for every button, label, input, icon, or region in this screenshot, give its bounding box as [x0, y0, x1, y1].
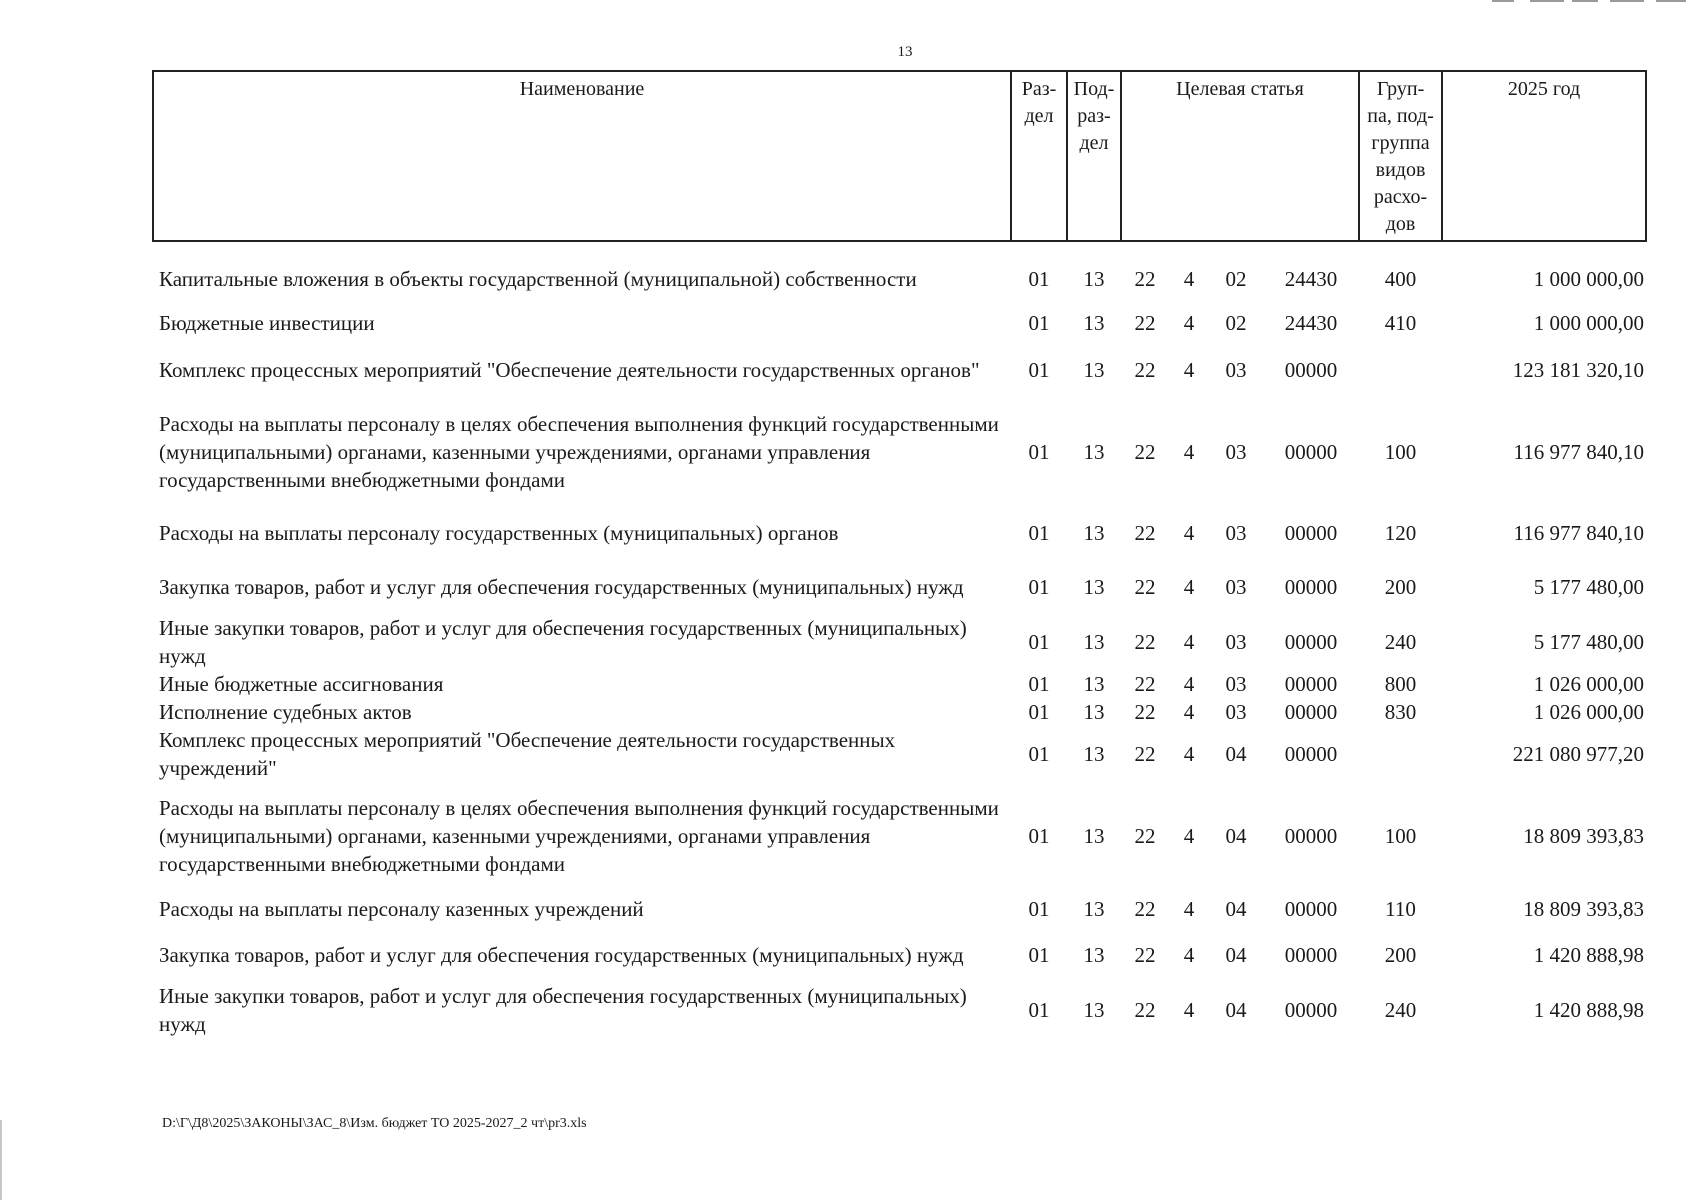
- row-target-article-program: 22: [1134, 630, 1156, 654]
- table-header-row: [153, 71, 1646, 241]
- row-target-article-type: 4: [1183, 311, 1195, 335]
- row-podrazdel: 13: [1083, 824, 1105, 848]
- row-target-article-complex: 02: [1225, 311, 1247, 335]
- row-name: Иные закупки товаров, работ и услуг для обеспечения государственных (муниципальных) нужд: [159, 984, 967, 1036]
- row-amount-2025: 221 080 977,20: [1512, 742, 1645, 766]
- scan-left-edge: [0, 1120, 2, 1200]
- row-expense-group: [1359, 342, 1442, 398]
- row-podrazdel: 13: [1083, 700, 1105, 724]
- table-row: [153, 928, 1646, 982]
- row-target-article-direction: 00000: [1284, 897, 1338, 921]
- table-row: [153, 398, 1646, 506]
- row-amount-2025: 18 809 393,83: [1523, 824, 1645, 848]
- table-row: [153, 726, 1646, 782]
- row-amount-2025: 18 809 393,83: [1523, 897, 1645, 921]
- row-amount-2025: 1 420 888,98: [1533, 943, 1645, 967]
- row-name: Расходы на выплаты персоналу государственных (муниципальных) органов: [159, 521, 839, 545]
- row-amount-2025: 1 026 000,00: [1533, 672, 1645, 696]
- row-target-article-complex: 04: [1225, 742, 1247, 766]
- row-razdel: 01: [1028, 700, 1050, 724]
- row-target-article-complex: 04: [1225, 897, 1247, 921]
- row-podrazdel: 13: [1083, 630, 1105, 654]
- budget-table: [152, 70, 1647, 1038]
- row-target-article-type: 4: [1183, 358, 1195, 382]
- row-name: Капитальные вложения в объекты государственной (муниципальной) собственности: [159, 267, 917, 291]
- row-target-article-direction: 00000: [1284, 440, 1338, 464]
- row-target-article-type: 4: [1183, 700, 1195, 724]
- table-row: [153, 614, 1646, 670]
- row-target-article-program: 22: [1134, 897, 1156, 921]
- table-row: [153, 506, 1646, 560]
- row-amount-2025: 116 977 840,10: [1513, 521, 1645, 545]
- row-razdel: 01: [1028, 742, 1050, 766]
- header-spacer: [153, 241, 1646, 254]
- table-row: [153, 698, 1646, 726]
- header-expense-group: Груп- па, под- группа видов расхо- дов: [1359, 71, 1442, 241]
- row-target-article-program: 22: [1134, 700, 1156, 724]
- row-target-article-program: 22: [1134, 943, 1156, 967]
- row-target-article-program: 22: [1134, 742, 1156, 766]
- row-podrazdel: 13: [1083, 575, 1105, 599]
- row-name: Иные закупки товаров, работ и услуг для обеспечения государственных (муниципальных) нужд: [159, 616, 967, 668]
- row-target-article-program: 22: [1134, 998, 1156, 1022]
- row-podrazdel: 13: [1083, 672, 1105, 696]
- row-target-article-complex: 04: [1225, 943, 1247, 967]
- row-target-article-program: 22: [1134, 824, 1156, 848]
- row-target-article-complex: 02: [1225, 267, 1247, 291]
- row-target-article-direction: 00000: [1284, 700, 1338, 724]
- row-target-article-complex: 03: [1225, 358, 1247, 382]
- row-target-article-direction: 00000: [1284, 358, 1338, 382]
- row-target-article-type: 4: [1183, 440, 1195, 464]
- row-expense-group: 410: [1384, 311, 1417, 335]
- row-name: Расходы на выплаты персоналу в целях обеспечения выполнения функций государственными (муниципальными) органами, казенными учреждениями, органами управления государственными внебюджетными фондами: [159, 796, 999, 876]
- row-name: Бюджетные инвестиции: [159, 311, 375, 335]
- row-razdel: 01: [1028, 358, 1050, 382]
- row-target-article-complex: 03: [1225, 575, 1247, 599]
- row-name: Иные бюджетные ассигнования: [159, 672, 444, 696]
- row-target-article-complex: 03: [1225, 672, 1247, 696]
- row-podrazdel: 13: [1083, 897, 1105, 921]
- row-target-article-program: 22: [1134, 358, 1156, 382]
- row-name: Расходы на выплаты персоналу казенных учреждений: [159, 897, 644, 921]
- row-name: Комплекс процессных мероприятий "Обеспечение деятельности государственных органов": [159, 358, 980, 382]
- row-target-article-complex: 03: [1225, 700, 1247, 724]
- row-podrazdel: 13: [1083, 998, 1105, 1022]
- scan-top-marks: [1396, 0, 1696, 4]
- row-target-article-direction: 00000: [1284, 575, 1338, 599]
- row-razdel: 01: [1028, 521, 1050, 545]
- table-row: [153, 890, 1646, 928]
- row-expense-group: 800: [1384, 672, 1417, 696]
- row-podrazdel: 13: [1083, 521, 1105, 545]
- row-target-article-program: 22: [1134, 575, 1156, 599]
- row-expense-group: 110: [1385, 897, 1416, 921]
- row-name: Закупка товаров, работ и услуг для обеспечения государственных (муниципальных) нужд: [159, 575, 964, 599]
- row-target-article-complex: 03: [1225, 630, 1247, 654]
- row-target-article-program: 22: [1134, 521, 1156, 545]
- footer-file-path: D:\Г\Д8\2025\ЗАКОНЫ\ЗАС_8\Изм. бюджет ТО 2025-2027_2 чт\pr3.xls: [162, 1116, 587, 1131]
- row-amount-2025: 1 420 888,98: [1533, 998, 1645, 1022]
- table-row: [153, 254, 1646, 304]
- table-row: [153, 342, 1646, 398]
- row-expense-group: 400: [1384, 267, 1417, 291]
- row-name: Комплекс процессных мероприятий "Обеспечение деятельности государственных учреждений": [159, 728, 896, 780]
- row-target-article-type: 4: [1183, 998, 1195, 1022]
- row-expense-group: [1359, 726, 1442, 782]
- row-podrazdel: 13: [1083, 311, 1105, 335]
- row-expense-group: 200: [1384, 575, 1417, 599]
- table-row: [153, 782, 1646, 890]
- row-target-article-program: 22: [1134, 440, 1156, 464]
- row-razdel: 01: [1028, 943, 1050, 967]
- row-target-article-type: 4: [1183, 267, 1195, 291]
- row-podrazdel: 13: [1083, 358, 1105, 382]
- row-expense-group: 120: [1384, 521, 1417, 545]
- row-podrazdel: 13: [1083, 943, 1105, 967]
- row-target-article-type: 4: [1183, 897, 1195, 921]
- page-number: 13: [897, 44, 913, 60]
- header-name: Наименование: [153, 71, 1011, 241]
- row-amount-2025: 5 177 480,00: [1533, 575, 1645, 599]
- row-amount-2025: 5 177 480,00: [1533, 630, 1645, 654]
- row-name: Закупка товаров, работ и услуг для обеспечения государственных (муниципальных) нужд: [159, 943, 964, 967]
- row-amount-2025: 1 000 000,00: [1533, 267, 1645, 291]
- row-podrazdel: 13: [1083, 267, 1105, 291]
- row-target-article-direction: 00000: [1284, 672, 1338, 696]
- row-razdel: 01: [1028, 267, 1050, 291]
- row-target-article-program: 22: [1134, 672, 1156, 696]
- table-row: [153, 982, 1646, 1038]
- row-amount-2025: 123 181 320,10: [1512, 358, 1645, 382]
- row-target-article-direction: 24430: [1284, 311, 1338, 335]
- row-expense-group: 100: [1384, 824, 1417, 848]
- row-razdel: 01: [1028, 311, 1050, 335]
- row-name: Расходы на выплаты персоналу в целях обеспечения выполнения функций государственными (муниципальными) органами, казенными учреждениями, органами управления государственными внебюджетными фондами: [159, 412, 999, 492]
- row-target-article-type: 4: [1183, 521, 1195, 545]
- row-target-article-type: 4: [1183, 943, 1195, 967]
- row-razdel: 01: [1028, 998, 1050, 1022]
- table-body: [153, 241, 1646, 1038]
- row-name: Исполнение судебных актов: [159, 700, 412, 724]
- row-target-article-direction: 00000: [1284, 521, 1338, 545]
- row-expense-group: 200: [1384, 943, 1417, 967]
- row-target-article-direction: 24430: [1284, 267, 1338, 291]
- row-razdel: 01: [1028, 630, 1050, 654]
- header-year: 2025 год: [1442, 71, 1646, 241]
- table-row: [153, 304, 1646, 342]
- row-target-article-program: 22: [1134, 311, 1156, 335]
- row-target-article-type: 4: [1183, 824, 1195, 848]
- row-razdel: 01: [1028, 824, 1050, 848]
- row-target-article-direction: 00000: [1284, 630, 1338, 654]
- row-target-article-direction: 00000: [1284, 943, 1338, 967]
- row-target-article-complex: 04: [1225, 998, 1247, 1022]
- row-target-article-complex: 03: [1225, 521, 1247, 545]
- row-target-article-type: 4: [1183, 742, 1195, 766]
- row-target-article-complex: 04: [1225, 824, 1247, 848]
- row-target-article-type: 4: [1183, 630, 1195, 654]
- row-expense-group: 830: [1384, 700, 1417, 724]
- row-target-article-direction: 00000: [1284, 742, 1338, 766]
- row-amount-2025: 1 026 000,00: [1533, 700, 1645, 724]
- row-target-article-complex: 03: [1225, 440, 1247, 464]
- row-podrazdel: 13: [1083, 440, 1105, 464]
- row-podrazdel: 13: [1083, 742, 1105, 766]
- header-section: Раз- дел: [1011, 71, 1067, 241]
- row-razdel: 01: [1028, 897, 1050, 921]
- row-expense-group: 100: [1384, 440, 1417, 464]
- row-target-article-type: 4: [1183, 575, 1195, 599]
- row-target-article-type: 4: [1183, 672, 1195, 696]
- row-target-article-direction: 00000: [1284, 998, 1338, 1022]
- header-target-article: Целевая статья: [1121, 71, 1359, 241]
- header-subsection: Под- раз- дел: [1067, 71, 1121, 241]
- row-expense-group: 240: [1384, 998, 1417, 1022]
- row-razdel: 01: [1028, 672, 1050, 696]
- row-amount-2025: 1 000 000,00: [1533, 311, 1645, 335]
- row-amount-2025: 116 977 840,10: [1513, 440, 1645, 464]
- row-razdel: 01: [1028, 440, 1050, 464]
- row-target-article-program: 22: [1134, 267, 1156, 291]
- table-row: [153, 670, 1646, 698]
- row-razdel: 01: [1028, 575, 1050, 599]
- row-expense-group: 240: [1384, 630, 1417, 654]
- row-target-article-direction: 00000: [1284, 824, 1338, 848]
- table-row: [153, 560, 1646, 614]
